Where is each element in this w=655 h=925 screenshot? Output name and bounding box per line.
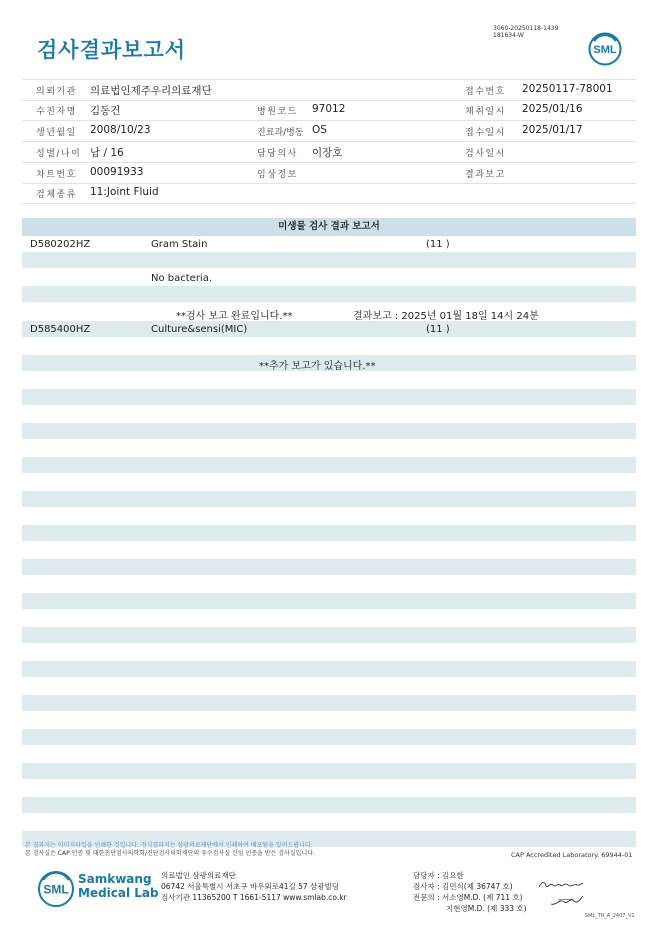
document-code bbox=[493, 25, 558, 39]
value-sex-age: 남 / 16 bbox=[90, 147, 124, 159]
label-sex-age: 성별/나이 bbox=[36, 149, 82, 159]
value-birth-date: 2008/10/23 bbox=[90, 124, 151, 136]
stripe bbox=[22, 525, 636, 541]
organization-info bbox=[161, 870, 347, 903]
accreditation-notice: 본 검사실은 CAP 인증 및 대한진단검사의학회/진단검사의학재단의 우수검사실 신임 인증을 받은 검사실입니다. bbox=[25, 850, 315, 857]
signature-icon bbox=[550, 894, 584, 908]
test-name: Gram Stain bbox=[151, 239, 208, 250]
brand-name-line-2: Medical Lab bbox=[78, 886, 159, 900]
label-hospital-code: 병원코드 bbox=[257, 107, 298, 117]
value-receipt-number: 20250117-78001 bbox=[522, 83, 613, 95]
test-count: (11 ) bbox=[426, 324, 450, 335]
organization-address: 06742 서울특별시 서초구 바우뫼로41길 57 삼광빌딩 bbox=[161, 882, 340, 891]
label-chart-number: 차트번호 bbox=[36, 170, 77, 180]
document-code-2: 181634-W bbox=[493, 32, 524, 39]
value-patient-name: 김동건 bbox=[90, 105, 121, 117]
stripe bbox=[22, 286, 636, 302]
sml-logo-text: SML bbox=[593, 44, 617, 56]
stripe bbox=[22, 797, 636, 813]
value-chart-number: 00091933 bbox=[90, 166, 144, 178]
label-receipt-date: 접수일시 bbox=[465, 128, 506, 138]
test-code: D585400HZ bbox=[30, 324, 91, 335]
section-title: 미생물 검사 결과 보고서 bbox=[22, 218, 636, 236]
report-timestamp: 결과보고 : 2025년 01월 18일 14시 24분 bbox=[353, 311, 539, 322]
stripe bbox=[22, 593, 636, 609]
label-requesting-institution: 의뢰기관 bbox=[36, 87, 77, 97]
label-patient-name: 수진자명 bbox=[36, 107, 77, 117]
info-row-1 bbox=[22, 79, 636, 101]
test-count: (11 ) bbox=[426, 239, 450, 250]
sml-logo-text: SML bbox=[43, 882, 69, 897]
staff-specialist-1: 전문의 : 서소영M.D. (제 711 호) bbox=[413, 893, 523, 902]
label-birth-date: 생년월일 bbox=[36, 128, 77, 138]
document-code-1: 3060-20250118-1439 bbox=[493, 25, 559, 32]
sml-logo-icon bbox=[588, 32, 622, 66]
info-row-5 bbox=[22, 163, 636, 184]
page-title: 검사결과보고서 bbox=[37, 38, 187, 62]
value-hospital-code: 97012 bbox=[312, 103, 346, 115]
label-result-report: 결과보고 bbox=[465, 170, 506, 180]
organization-contact: 검사기관 11365200 T 1661-5117 www.smlab.co.kr bbox=[161, 893, 347, 902]
label-collection-date: 채취일시 bbox=[465, 107, 506, 117]
info-row-6 bbox=[22, 183, 636, 204]
label-department-ward: 진료과/병동 bbox=[257, 128, 304, 138]
stripe bbox=[22, 389, 636, 405]
stripe bbox=[22, 729, 636, 745]
label-specimen-type: 검체종류 bbox=[36, 190, 77, 200]
label-receipt-number: 접수번호 bbox=[465, 87, 506, 97]
stripe bbox=[22, 627, 636, 643]
stripe bbox=[22, 661, 636, 677]
value-requesting-institution: 의료법인제주우리의료재단 bbox=[90, 85, 212, 97]
staff-info bbox=[413, 870, 527, 914]
cap-accreditation: CAP Accredited Laboratory. 69944-01 bbox=[511, 851, 633, 859]
test-code: D580202HZ bbox=[30, 239, 91, 250]
stripe bbox=[22, 321, 636, 337]
stripe bbox=[22, 252, 636, 268]
value-specimen-type: 11:Joint Fluid bbox=[90, 186, 159, 198]
label-clinical-info: 임상정보 bbox=[257, 170, 298, 180]
signature-icon bbox=[538, 879, 584, 891]
staff-manager: 담당자 : 김요한 bbox=[413, 871, 464, 880]
staff-specialist-2: 지현영M.D. (제 333 호) bbox=[446, 904, 527, 913]
value-collection-date: 2025/01/16 bbox=[522, 103, 583, 115]
test-name: Culture&sensi(MIC) bbox=[151, 324, 248, 335]
stripe bbox=[22, 695, 636, 711]
stripe bbox=[22, 491, 636, 507]
value-attending-doctor: 이장호 bbox=[312, 147, 343, 159]
print-notice: 본 결과지는 이미지파일을 인쇄한 것입니다. 정식결과지는 삼광의료재단에서 인쇄하여 배포됨을 알려드립니다. bbox=[25, 842, 313, 849]
stripe bbox=[22, 457, 636, 473]
stripe bbox=[22, 423, 636, 439]
info-row-2 bbox=[22, 100, 636, 121]
brand-name-line-1: Samkwang bbox=[78, 872, 152, 886]
organization-name: 의료법인 삼광의료재단 bbox=[161, 871, 236, 880]
stripe bbox=[22, 559, 636, 575]
info-row-4 bbox=[22, 142, 636, 163]
form-code: SML_TR_A_2407_V1 bbox=[585, 913, 635, 919]
report-complete-message: **검사 보고 완료입니다.** bbox=[176, 311, 293, 322]
sml-logo-icon bbox=[37, 870, 75, 908]
label-attending-doctor: 담당의사 bbox=[257, 149, 298, 159]
stripe bbox=[22, 763, 636, 779]
additional-report-message: **추가 보고가 있습니다.** bbox=[259, 361, 376, 372]
brand-name bbox=[78, 872, 159, 900]
label-test-date: 검사일시 bbox=[465, 149, 506, 159]
value-department-ward: OS bbox=[312, 124, 327, 136]
info-row-3 bbox=[22, 121, 636, 142]
footer-notes bbox=[25, 842, 315, 858]
value-receipt-date: 2025/01/17 bbox=[522, 124, 583, 136]
test-result: No bacteria. bbox=[151, 273, 213, 284]
staff-tester: 검사자 : 김민식(제 36747 호) bbox=[413, 882, 513, 891]
